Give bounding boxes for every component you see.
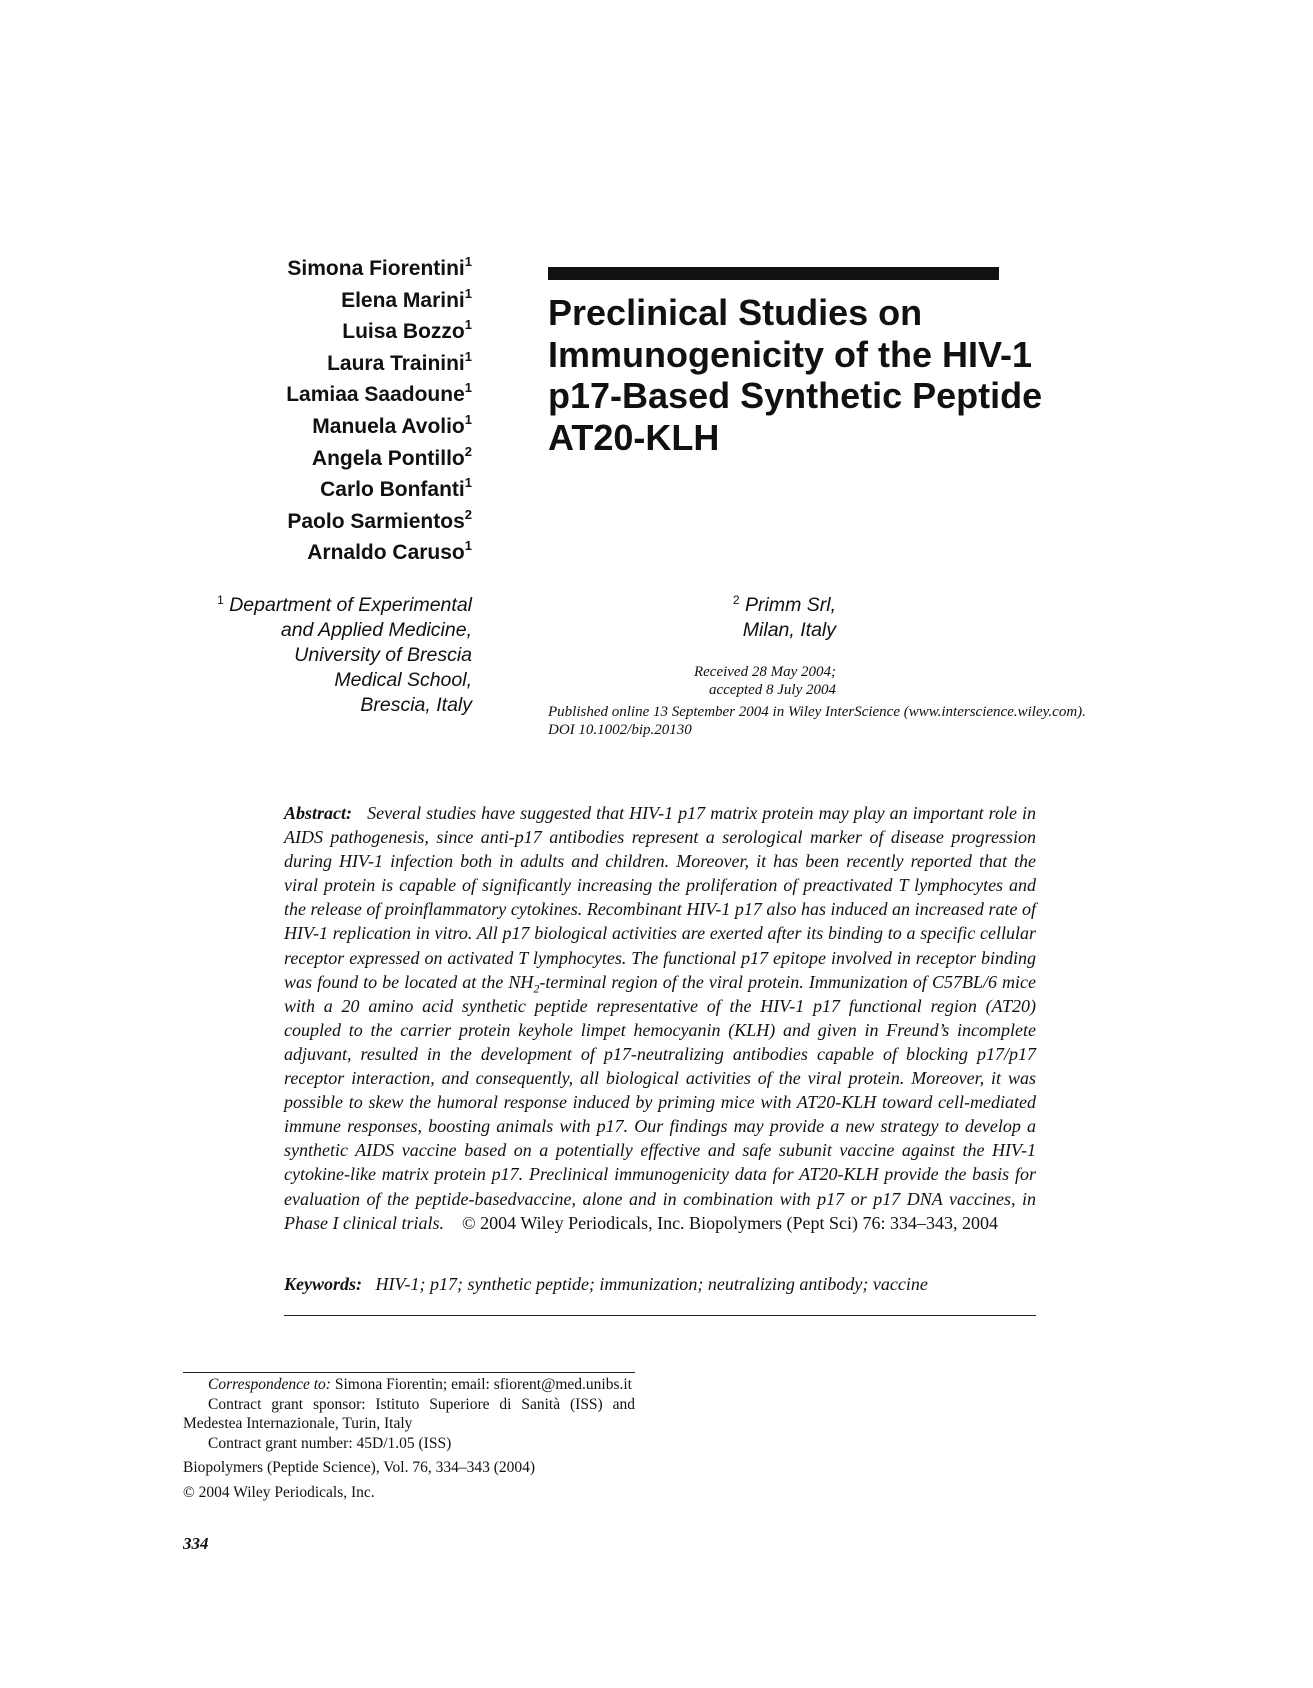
author: Lamiaa Saadoune$^1$ (286, 380, 472, 407)
grant-number: Contract grant number: 45D/1.05 (ISS) (208, 1434, 452, 1452)
title-rule (548, 267, 999, 280)
received-date: Received 28 May 2004; (693, 664, 836, 680)
article-title (548, 292, 1108, 458)
author: Arnaldo Caruso$^1$ (307, 538, 472, 565)
doi: DOI 10.1002/bip.20130 (548, 722, 692, 738)
grant-sponsor: Contract grant sponsor: Istituto Superiore di Sanità (ISS) and Medestea Internazionale, Turin, Italy (183, 1395, 635, 1432)
author-list (150, 253, 472, 569)
correspondence: Correspondence to: Simona Fiorentin; email: sfiorent@med.unibs.it (208, 1376, 632, 1393)
abstract-text: Several studies have suggested that HIV-1 p17 matrix protein may play an important role in AIDS pathogenesis, since anti-p17 antibodies represent a serological marker of disease progression during HIV-1 infection both in adults and children. Moreover, it has been recently reported that the viral protein is capable of significantly increasing the proliferation of preactivated T lymphocytes and the release of proinflammatory cytokines. Recombinant HIV-1 p17 also has induced an increased rate of HIV-1 replication in vitro. All p17 biological activities are exerted after its binding to a specific cellular receptor expressed on activated T lymphocytes. The functional p17 epitope involved in receptor binding was found to be located at the NH (284, 803, 1036, 992)
author: Elena Marini$^1$ (341, 285, 472, 312)
title-line: AT20-KLH (548, 416, 720, 458)
title-line: p17-Based Synthetic Peptide (548, 375, 1043, 416)
author: Carlo Bonfanti$^1$ (320, 475, 472, 502)
footnote-divider (183, 1372, 635, 1373)
abstract-label: Abstract: (284, 803, 353, 823)
keywords-text: HIV-1; p17; synthetic peptide; immunization; neutralizing antibody; vaccine (375, 1274, 928, 1294)
author: Laura Trainini$^1$ (327, 348, 472, 375)
keywords (284, 1272, 1036, 1296)
author: Simona Fiorentini$^1$ (287, 254, 472, 280)
published-online: Published online 13 September 2004 in Wiley InterScience (www.interscience.wiley.com). (548, 704, 1086, 720)
abstract-text-cont: -terminal region of the viral protein. Immunization of C57BL/6 mice with a 20 amino acid synthetic peptide representative of the HIV-1 p17 functional region (AT20) coupled to the carrier protein keyhole limpet hemocyanin (KLH) and given in Freund’s incomplete adjuvant, resulted in the development of p17-neutralizing antibodies capable of blocking p17/p17 receptor interaction, and consequently, all biological activities of the viral protein. Moreover, it was possible to skew the humoral response induced by priming mice with AT20-KLH toward cell-mediated immune responses, boosting animals with p17. Our findings may provide a new strategy to develop a synthetic AIDS vaccine based on a potentially effective and safe subunit vaccine against the HIV-1 cytokine-like matrix protein p17. Preclinical immunogenicity data for AT20-KLH provide the basis for evaluation of the peptide-basedvaccine, alone and in combination with p17 or p17 DNA vaccines, in Phase I clinical trials. (284, 971, 1037, 1233)
received-accepted-dates (600, 663, 836, 699)
abstract-copyright: © 2004 Wiley Periodicals, Inc. Biopolymers (Pept Sci) 76: 334–343, 2004 (461, 1212, 999, 1233)
keywords-label: Keywords: (284, 1274, 362, 1294)
footnotes (183, 1375, 635, 1502)
page-number: 334 (183, 1534, 209, 1553)
accepted-date: accepted 8 July 2004 (708, 682, 836, 698)
title-line: Preclinical Studies on (548, 292, 923, 333)
author: Luisa Bozzo$^1$ (342, 317, 472, 344)
abstract: Abstract: Several studies have suggested that HIV-1 p17 matrix protein may play an important role in AIDS pathogenesis, since anti-p17 antibodies represent a serological marker of disease progression during HIV-1 infection both in adults and children. Moreover, it has been recently reported that the viral protein is capable of significantly increasing the proliferation of preactivated T lymphocytes and the release of proinflammatory cytokines. Recombinant HIV-1 p17 also has induced an increased rate of HIV-1 replication in vitro. All p17 biological activities are exerted after its binding to a specific cellular receptor expressed on activated T lymphocytes. The functional p17 epitope involved in receptor binding was found to be located at the $NH_2$-terminal region of the viral protein. Immunization of C57BL/6 mice with a 20 amino acid synthetic peptide representative of the HIV-1 p17 functional region (AT20) coupled to the carrier protein keyhole limpet hemocyanin (KLH) and given in Freund’s incomplete adjuvant, resulted in the development of p17-neutralizing antibodies capable of blocking p17/p17 receptor interaction, and consequently, all biological activities of the viral protein. Moreover, it was possible to skew the humoral response induced by priming mice with AT20-KLH toward cell-mediated immune responses, boosting animals with p17. Our findings may provide a new strategy to develop a synthetic AIDS vaccine based on a potentially effective and safe subunit vaccine against the HIV-1 cytokine-like matrix protein p17. Preclinical immunogenicity data for AT20-KLH provide the basis for evaluation of the peptide-basedvaccine, alone and in combination with p17 or p17 DNA vaccines, in Phase I clinical trials. © 2004 Wiley Periodicals, Inc. Biopolymers (Pept Sci) 76: 334–343, 2004 (284, 803, 1037, 1233)
publication-info (548, 703, 1148, 739)
abstract-divider (284, 1315, 1036, 1316)
author: Paolo Sarmientos$^2$ (287, 506, 472, 533)
affiliation-2: $^2$ Primm Srl, Milan, Italy (732, 593, 836, 641)
affiliation-1: $^1$ Department of Experimental and Applied Medicine, University of Brescia Medical School, Brescia, Italy (217, 593, 472, 716)
journal-citation: Biopolymers (Peptide Science), Vol. 76, 334–343 (2004) (183, 1459, 536, 1476)
author: Angela Pontillo$^2$ (311, 443, 472, 470)
footnote-copyright: © 2004 Wiley Periodicals, Inc. (183, 1483, 375, 1501)
title-line: Immunogenicity of the HIV-1 (548, 333, 1033, 375)
author: Manuela Avolio$^1$ (312, 411, 472, 438)
